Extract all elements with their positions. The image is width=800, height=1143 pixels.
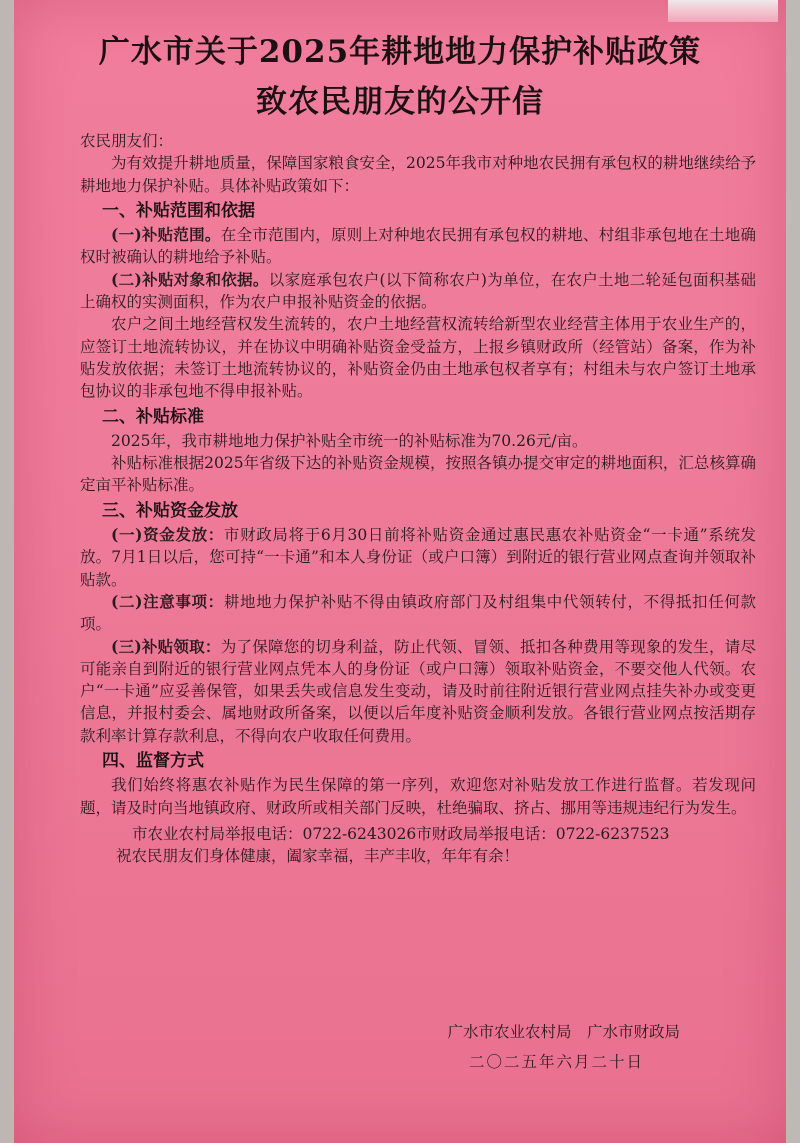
section-3-heading: 三、补贴资金发放 (102, 500, 238, 521)
item-label: (一)资金发放： (111, 525, 224, 545)
closing-wishes: 祝农民朋友们身体健康，阖家幸福，丰产丰收，年年有余！ (116, 847, 520, 866)
title-line-1: 广水市关于2025年耕地地力保护补贴政策 (98, 34, 702, 70)
letter-body (80, 130, 756, 868)
signing-organizations: 广水市农业农村局 广水市财政局 (447, 1023, 680, 1041)
section-3-item-3 (80, 636, 756, 747)
section-1-item-1 (80, 224, 756, 269)
section-2-heading: 二、补贴标准 (102, 406, 204, 427)
section-2-paragraph-1: 2025年，我市耕地地力保护补贴全市统一的补贴标准为70.26元/亩。 (111, 431, 588, 450)
item-label: (三)补贴领取： (111, 636, 221, 656)
item-label: (一)补贴范围。 (111, 225, 221, 245)
section-3-item-2 (80, 591, 756, 636)
item-text: 耕地地力保护补贴不得由镇政府部门及村组集中代领转付，不得抵扣任何款项。 (80, 592, 756, 634)
item-label: (二)补贴对象和依据。 (111, 269, 269, 289)
item-label: (二)注意事项： (111, 591, 224, 611)
section-4-heading: 四、监督方式 (102, 751, 204, 772)
torn-corner (668, 0, 778, 22)
section-1-heading: 一、补贴范围和依据 (102, 200, 255, 221)
section-1-item-2 (80, 269, 756, 314)
section-2-paragraph-2: 补贴标准根据2025年省级下达的补贴资金规模，按照各镇办提交审定的耕地面积，汇总核算确定亩平补贴标准。 (80, 454, 756, 495)
greeting: 农民朋友们： (80, 132, 174, 150)
intro-paragraph: 为有效提升耕地质量，保障国家粮食安全，2025年我市对种地农民拥有承包权的耕地继续给予耕地地力保护补贴。具体补贴政策如下： (80, 154, 756, 195)
item-text: 为了保障您的切身利益，防止代领、冒领、抵扣各种费用等现象的发生，请尽可能亲自到附近的银行营业网点凭本人的身份证（或户口簿）领取补贴资金，不要交他人代领。农户“一卡通”应妥善保管，如果丢失或信息发生变动，请及时前往附近银行营业网点挂失补办或变更信息，并报村委会、属地财政所备案，以便以后年度补贴资金顺利发放。各银行营业网点按活期存款利率计算存款利息，不得向农户收取任何费用。 (80, 637, 756, 745)
signing-date: 二〇二五年六月二十日 (468, 1053, 644, 1071)
section-1-paragraph: 农户之间土地经营权发生流转的，农户土地经营权流转给新型农业经营主体用于农业生产的，应签订土地流转协议，并在协议中明确补贴资金受益方，上报乡镇财政所（经管站）备案，作为补贴发放依据；未签订土地流转协议的，补贴资金仍由土地承包权者享有；村组未与农户签订土地承包协议的非承包地不得申报补贴。 (80, 315, 756, 401)
item-text: 在全市范围内，原则上对种地农民拥有承包权的耕地、村组非承包地在土地确权时被确认的耕地给予补贴。 (80, 226, 756, 267)
item-text: 以家庭承包农户(以下简称农户)为单位，在农户土地二轮延包面积基础上确权的实测面积，作为农户申报补贴资金的依据。 (80, 270, 756, 312)
hotline-numbers: 市农业农村局举报电话：0722-6243026市财政局举报电话：0722-6237523 (132, 824, 670, 843)
red-notice-poster (14, 0, 786, 1143)
item-text: 市财政局将于6月30日前将补贴资金通过惠民惠农补贴资金“一卡通”系统发放。7月1日以后，您可持“一卡通”和本人身份证（或户口簿）到附近的银行营业网点查询并领取补贴款。 (80, 526, 757, 589)
section-3-item-1 (80, 524, 756, 591)
section-4-paragraph: 我们始终将惠农补贴作为民生保障的第一序列，欢迎您对补贴发放工作进行监督。若发现问题，请及时向当地镇政府、财政所或相关部门反映，杜绝骗取、挤占、挪用等违规违纪行为发生。 (80, 776, 756, 817)
title-line-2: 致农民朋友的公开信 (256, 84, 544, 120)
